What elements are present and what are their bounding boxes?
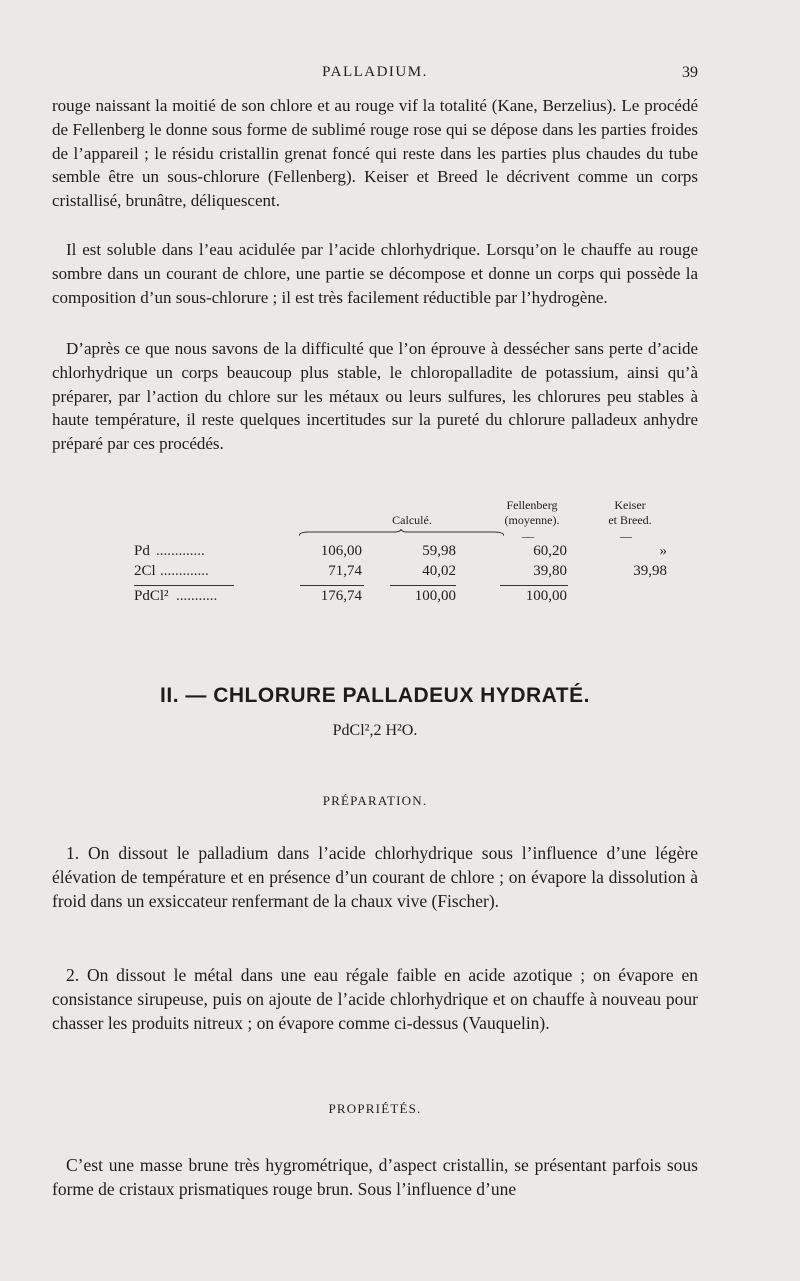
leader-dots: ............. — [160, 563, 209, 579]
paragraph: Il est soluble dans l’eau acidulée par l’acide chlorhydrique. Lorsqu’on le chauffe au rouge sombre dans un courant de chlore, une partie se décompose et donne un corps qui possède la composition d’un sous-chlorure ; il est très facilement réductible par l’hydrogène. — [52, 240, 698, 307]
row-label: 2Cl — [134, 563, 156, 579]
preparation-item: 1. On dissout le palladium dans l’acide chlorhydrique sous l’influence d’une légère élévation de température et en présence d’un courant de chlore ; on évapore la dissolution à froid dans un exsiccateur renfermant de la chaux vive (Fischer). — [52, 843, 698, 911]
composition-table — [52, 495, 698, 620]
table-row — [52, 588, 698, 610]
keiser-value: 39,98 — [633, 563, 667, 579]
keiser-value: » — [659, 543, 667, 559]
fellenberg-header-line1: Fellenberg — [506, 498, 558, 512]
calcule-header: Calculé. — [392, 513, 432, 527]
table-rule — [500, 585, 568, 586]
calcule-brace — [299, 529, 504, 537]
section-title: II. — CHLORURE PALLADEUX HYDRATÉ. — [160, 684, 590, 707]
fellenberg-value: 60,20 — [533, 543, 567, 559]
fellenberg-header-line2: (moyenne). — [504, 513, 560, 527]
fellenberg-value: 39,80 — [533, 563, 567, 579]
proprietes-heading: PROPRIÉTÉS. — [328, 1101, 422, 1116]
fellenberg-value: 100,00 — [525, 588, 567, 604]
running-title: PALLADIUM. — [322, 64, 428, 80]
calc-percent: 40,02 — [422, 563, 456, 579]
table-rule — [134, 585, 234, 586]
calc-value: 106,00 — [320, 543, 362, 559]
row-label: Pd — [134, 543, 150, 559]
chemical-formula: PdCl²,2 H²O. — [332, 722, 418, 739]
preparation-item: 2. On dissout le métal dans une eau régale faible en acide azotique ; on évapore en consistance sirupeuse, puis on ajoute de l’acide chlorhydrique et on chauffe à nouveau pour chasser les produits nitreux ; on évapore comme ci-dessus (Vauquelin). — [52, 965, 698, 1033]
page-number: 39 — [682, 64, 698, 81]
proprietes-paragraph: C’est une masse brune très hygrométrique, d’aspect cristallin, se présentant parfois sous forme de cristaux prismatiques rouge brun. Sous l’influence d’une — [52, 1155, 698, 1199]
page-header — [52, 64, 698, 88]
paragraph: rouge naissant la moitié de son chlore et au rouge vif la totalité (Kane, Berzelius). Le procédé de Fellenberg le donne sous forme de sublimé rouge rose qui se dépose dans les parties froides de l’appareil ; le résidu cristallin grenat foncé qui reste dans les parties plus chaudes du tube semble être un sous-chlorure (Fellenberg). Keiser et Breed le décrivent comme un corps cristallisé, brunâtre, déliquescent. — [52, 96, 698, 211]
preparation-heading: PRÉPARATION. — [322, 793, 428, 808]
header-dash: — — [620, 529, 632, 543]
keiser-header — [580, 498, 680, 528]
table-rule — [300, 585, 364, 586]
leader-dots: ........... — [176, 588, 218, 604]
calc-value: 71,74 — [328, 563, 362, 579]
row-label: PdCl² — [134, 588, 169, 604]
table-row — [52, 543, 698, 565]
calc-percent: 59,98 — [422, 543, 456, 559]
leader-dots: ............. — [156, 543, 205, 559]
keiser-header-line2: et Breed. — [608, 513, 652, 527]
header-dash: — — [522, 529, 534, 543]
calc-value: 176,74 — [320, 588, 362, 604]
table-row — [52, 563, 698, 585]
paragraph: D’après ce que nous savons de la difficulté que l’on éprouve à dessécher sans perte d’acide chlorhydrique un corps beaucoup plus stable, le chloropalladite de potassium, ainsi qu’à préparer, par l’action du chlore sur les métaux ou leurs sulfures, les chlorures peu stables à haute température, il reste quelques incertitudes sur la pureté du chlorure palladeux anhydre préparé par ces procédés. — [52, 339, 698, 454]
calc-percent: 100,00 — [414, 588, 456, 604]
keiser-header-line1: Keiser — [614, 498, 646, 512]
fellenberg-header — [482, 498, 582, 528]
table-rule — [390, 585, 456, 586]
